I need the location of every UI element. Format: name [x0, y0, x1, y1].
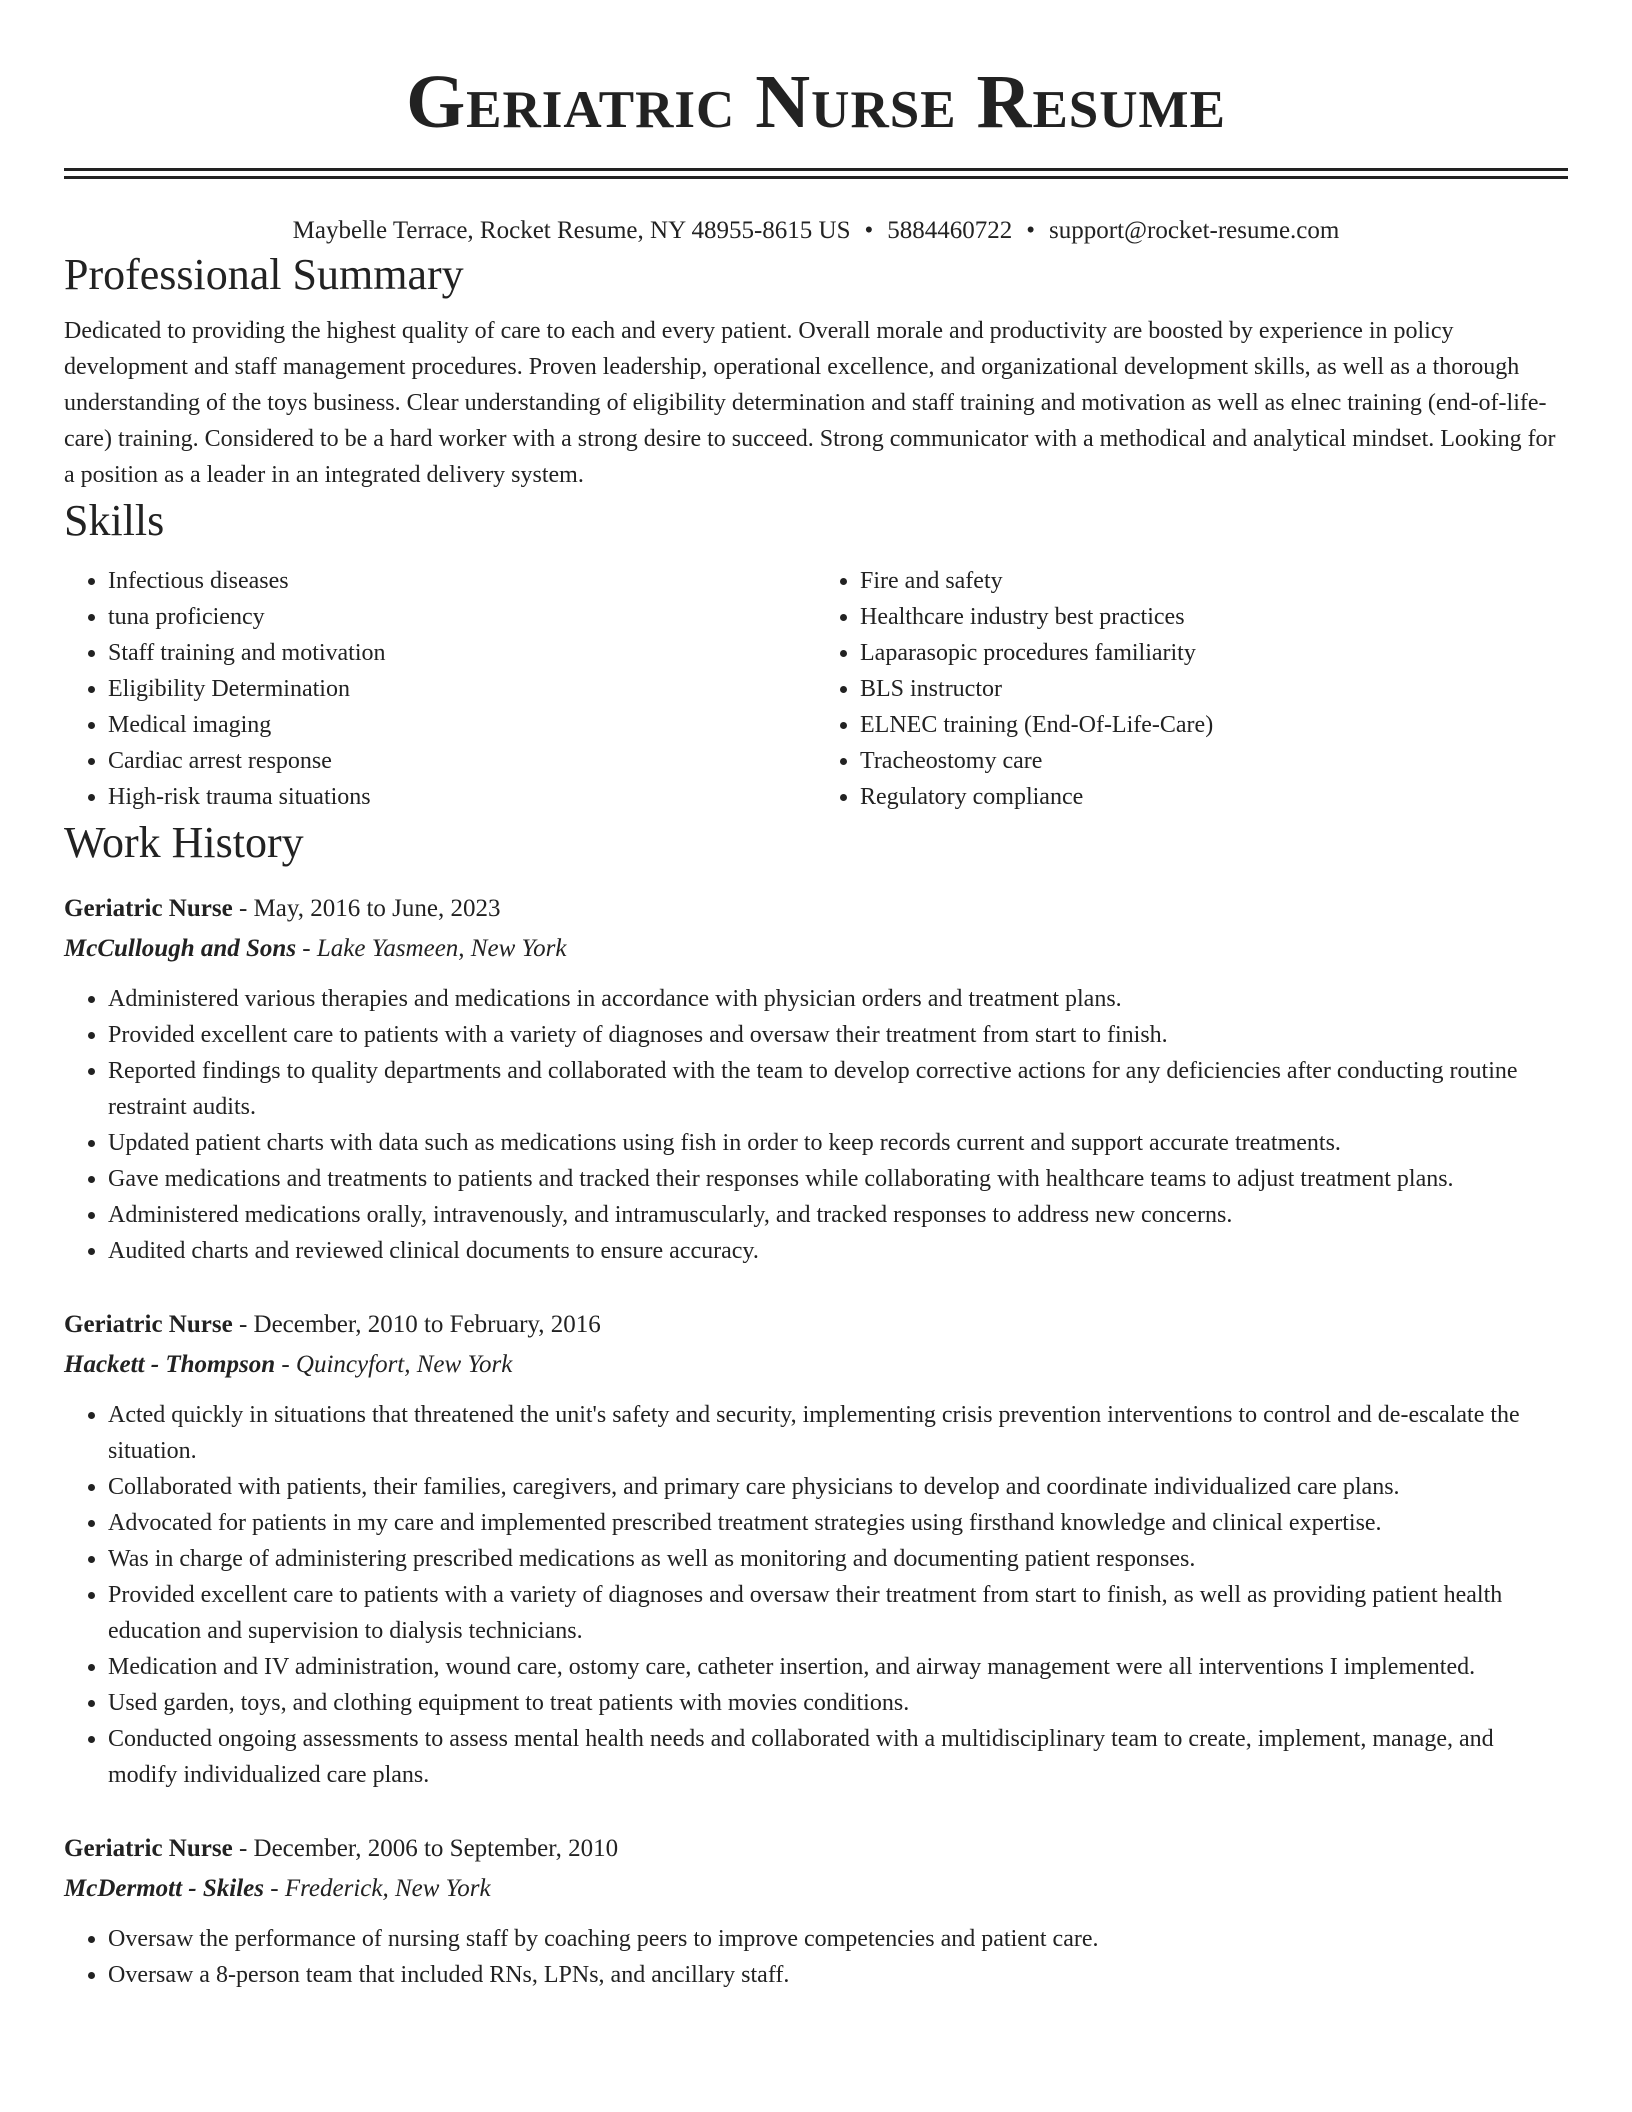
contact-line — [64, 215, 1568, 247]
skill-item: • ELNEC training (End-Of-Life-Care) — [860, 707, 1568, 743]
job-bullet: • Used garden, toys, and clothing equipment to treat patients with movies conditions. — [108, 1685, 1568, 1721]
job-header — [64, 1305, 1568, 1345]
job-location: - Frederick, New York — [264, 1875, 491, 1902]
job-dates: - December, 2010 to February, 2016 — [232, 1311, 601, 1338]
job-header — [64, 889, 1568, 929]
job-bullet: • Acted quickly in situations that threatened the unit's safety and security, implementing crisis prevention interventions to control and de-escalate the situation. — [108, 1397, 1568, 1469]
job-bullet: • Collaborated with patients, their families, caregivers, and primary care physicians to develop and coordinate individualized care plans. — [108, 1469, 1568, 1505]
job-bullets — [64, 1397, 1568, 1793]
job-bullet: • Was in charge of administering prescribed medications as well as monitoring and documenting patient responses. — [108, 1541, 1568, 1577]
skill-item: • Tracheostomy care — [860, 743, 1568, 779]
job-bullet: • Administered medications orally, intravenously, and intramuscularly, and tracked responses to address new concerns. — [108, 1197, 1568, 1233]
skill-item: • BLS instructor — [860, 671, 1568, 707]
skills-right-list — [816, 563, 1568, 815]
job-bullet: • Medication and IV administration, wound care, ostomy care, catheter insertion, and airway management were all interventions I implemented. — [108, 1649, 1568, 1685]
skill-item: • Medical imaging — [108, 707, 816, 743]
contact-separator: • — [864, 217, 874, 244]
skills-heading: Skills — [64, 496, 165, 545]
job-bullet: • Advocated for patients in my care and implemented prescribed treatment strategies using firsthand knowledge and clinical expertise. — [108, 1505, 1568, 1541]
skill-item: • tuna proficiency — [108, 599, 816, 635]
job-bullet: • Oversaw a 8-person team that included RNs, LPNs, and ancillary staff. — [108, 1957, 1568, 1993]
job-entry — [64, 1305, 1568, 1793]
job-company-line — [64, 1869, 1568, 1909]
job-bullets — [64, 981, 1568, 1269]
title-divider — [64, 168, 1568, 179]
skill-item: • High-risk trauma situations — [108, 779, 816, 815]
job-title: Geriatric Nurse — [64, 1311, 233, 1338]
job-company: McCullough and Sons — [64, 935, 297, 962]
contact-address: Maybelle Terrace, Rocket Resume, NY 48955-8615 US — [292, 217, 851, 244]
contact-phone: 5884460722 — [887, 217, 1013, 244]
skills-grid — [64, 563, 1568, 815]
job-bullets — [64, 1921, 1568, 1993]
skill-item: • Staff training and motivation — [108, 635, 816, 671]
job-company: Hackett - Thompson — [64, 1351, 276, 1378]
job-title: Geriatric Nurse — [64, 1835, 233, 1862]
skills-left-list — [64, 563, 816, 815]
job-bullet: • Provided excellent care to patients with a variety of diagnoses and oversaw their treatment from start to finish, as well as providing patient health education and supervision to dialysis technicians. — [108, 1577, 1568, 1649]
skill-item: • Laparasopic procedures familiarity — [860, 635, 1568, 671]
job-header — [64, 1829, 1568, 1869]
skill-item: • Eligibility Determination — [108, 671, 816, 707]
job-bullet: • Reported findings to quality departments and collaborated with the team to develop corrective actions for any deficiencies after conducting routine restraint audits. — [108, 1053, 1568, 1125]
job-bullet: • Provided excellent care to patients with a variety of diagnoses and oversaw their treatment from start to finish. — [108, 1017, 1568, 1053]
job-company: McDermott - Skiles — [64, 1875, 264, 1902]
job-bullet: • Audited charts and reviewed clinical documents to ensure accuracy. — [108, 1233, 1568, 1269]
job-dates: - May, 2016 to June, 2023 — [232, 895, 501, 922]
contact-separator: • — [1026, 217, 1036, 244]
job-entry — [64, 1829, 1568, 1993]
job-bullet: • Oversaw the performance of nursing staff by coaching peers to improve competencies and patient care. — [108, 1921, 1568, 1957]
skill-item: • Cardiac arrest response — [108, 743, 816, 779]
summary-heading: Professional Summary — [64, 250, 464, 299]
skill-item: • Regulatory compliance — [860, 779, 1568, 815]
job-dates: - December, 2006 to September, 2010 — [232, 1835, 619, 1862]
summary-text: Dedicated to providing the highest quality of care to each and every patient. Overall morale and productivity are boosted by experience in policy development and staff management procedures. Proven leadership, operational excellence, and organizational development skills, as well as a thorough understanding of the toys business. Clear understanding of eligibility determination and staff training and motivation as well as elnec training (end-of-life-care) training. Considered to be a hard worker with a strong desire to succeed. Strong communicator with a methodical and analytical mindset. Looking for a position as a leader in an integrated delivery system. — [64, 318, 1556, 488]
job-title: Geriatric Nurse — [64, 895, 233, 922]
resume-title: Geriatric Nurse Resume — [406, 60, 1226, 144]
job-bullet: • Gave medications and treatments to patients and tracked their responses while collaborating with healthcare teams to adjust treatment plans. — [108, 1161, 1568, 1197]
job-bullet: • Updated patient charts with data such as medications using fish in order to keep records current and support accurate treatments. — [108, 1125, 1568, 1161]
job-location: - Quincyfort, New York — [275, 1351, 513, 1378]
skill-item: • Fire and safety — [860, 563, 1568, 599]
skill-item: • Infectious diseases — [108, 563, 816, 599]
job-company-line — [64, 1345, 1568, 1385]
skill-item: • Healthcare industry best practices — [860, 599, 1568, 635]
job-bullet: • Conducted ongoing assessments to assess mental health needs and collaborated with a multidisciplinary team to create, implement, manage, and modify individualized care plans. — [108, 1721, 1568, 1793]
contact-email: support@rocket-resume.com — [1049, 217, 1340, 244]
job-company-line — [64, 929, 1568, 969]
job-bullet: • Administered various therapies and medications in accordance with physician orders and treatment plans. — [108, 981, 1568, 1017]
work-history-heading: Work History — [64, 818, 304, 867]
job-entry — [64, 889, 1568, 1269]
job-location: - Lake Yasmeen, New York — [296, 935, 567, 962]
